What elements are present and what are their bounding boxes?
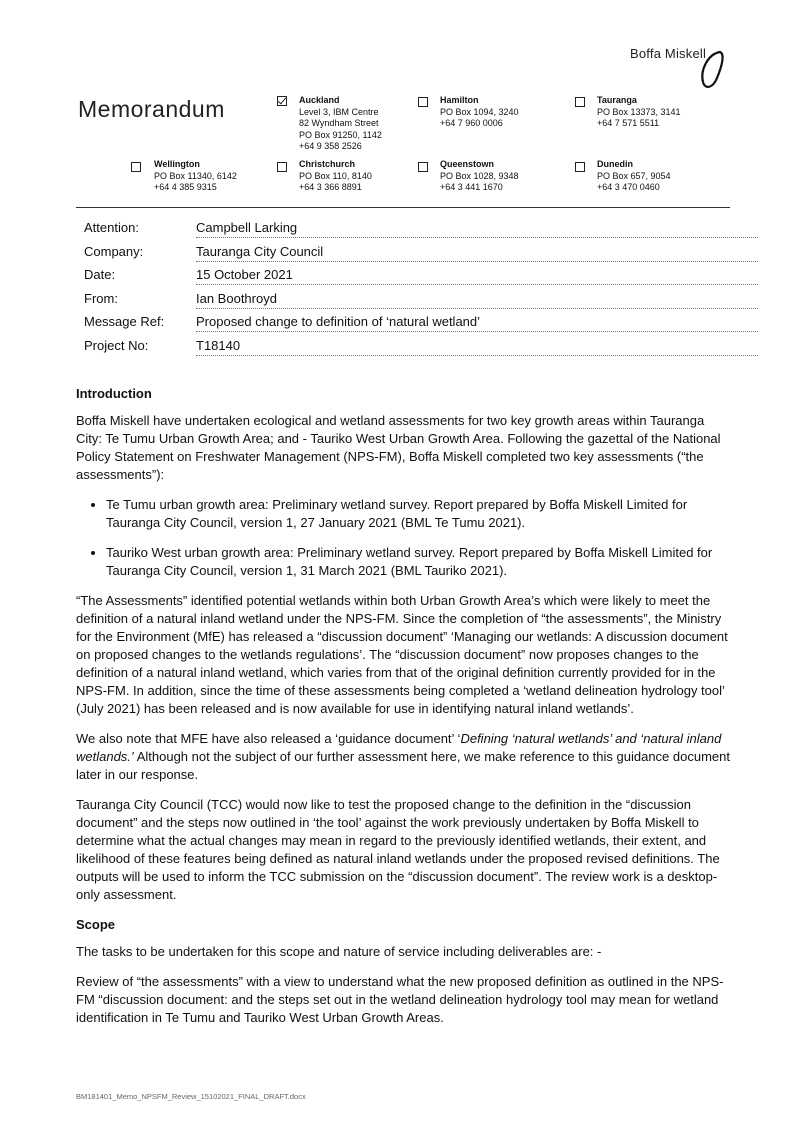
list-item: • Tauriko West urban growth area: Preliminary wetland survey. Report prepared by Boffa Miskell Limited for Tauranga City Council, version 1, 31 March 2021 (BML Tauriko 2021). — [106, 544, 732, 580]
intro-paragraph-1: Boffa Miskell have undertaken ecological and wetland assessments for two key growth areas within Tauranga City: Te Tumu Urban Growth Area; and - Tauriko West Urban Growth Area. Following the gazettal of the National Policy Statement on Freshwater Management (NPS-FM), Boffa Miskell completed two key assessments (“the assessments”): — [76, 413, 721, 482]
field-label: Project No: — [84, 337, 149, 353]
assessment-list — [76, 496, 732, 580]
memo-body — [76, 385, 732, 1039]
field-label: Company: — [84, 243, 144, 259]
office-line: +64 3 470 0460 — [597, 182, 660, 192]
office-line: PO Box 11340, 6142 — [154, 170, 237, 181]
field-value: T18140 — [196, 338, 758, 356]
office-hamilton — [440, 95, 519, 130]
field-message-ref — [84, 312, 758, 335]
office-name: Auckland — [299, 95, 340, 105]
document-filename: BM181401_Memo_NPSFM_Review_15102021_FINAL_DRAFT.docx — [76, 1092, 306, 1101]
office-name: Hamilton — [440, 95, 479, 105]
office-wellington — [154, 159, 237, 194]
office-auckland — [299, 95, 382, 153]
logo-text: Boffa Miskell — [630, 46, 707, 61]
memo-title: Memorandum — [78, 96, 225, 122]
office-line: +64 4 385 9315 — [154, 182, 217, 192]
list-item: • Te Tumu urban growth area: Preliminary wetland survey. Report prepared by Boffa Miskell Limited for Tauranga City Council, version 1, 27 January 2021 (BML Te Tumu 2021). — [106, 496, 732, 532]
office-checkbox-dunedin[interactable] — [575, 162, 585, 172]
office-line: PO Box 91250, 1142 — [299, 129, 382, 140]
scope-heading: Scope — [76, 917, 116, 932]
office-line: +64 7 960 0006 — [440, 118, 503, 128]
intro-paragraph-2: “The Assessments” identified potential wetlands within both Urban Growth Area’s which were likely to meet the definition of a natural inland wetland under the NPS-FM. Since the completion of “the assessments”, the Ministry for the Environment (MfE) has released a “discussion document” ‘Managing our wetlands: A discussion document on proposed changes to the wetlands regulations’. The “discussion document” now proposes changes to the definition of a natural inland wetland, which varies from that of the original definition currently provided for in the NPS-FM. In addition, since the time of these assessments being completed a ‘wetland delineation hydrology tool’ (July 2021) has been released and is now available for use in identifying natural inland wetlands’. — [76, 593, 728, 716]
office-checkbox-queenstown[interactable] — [418, 162, 428, 172]
introduction-heading: Introduction — [76, 386, 152, 401]
field-label: Message Ref: — [84, 314, 165, 329]
intro-paragraph-3 — [76, 730, 732, 784]
field-company — [84, 242, 758, 265]
office-checkbox-christchurch[interactable] — [277, 162, 287, 172]
office-name: Queenstown — [440, 159, 495, 169]
field-value: 15 October 2021 — [196, 267, 758, 285]
field-label: Attention: — [84, 220, 139, 235]
office-name: Dunedin — [597, 159, 633, 169]
office-dunedin — [597, 159, 671, 194]
field-date — [84, 265, 758, 288]
office-checkbox-hamilton[interactable] — [418, 97, 428, 107]
field-label: Date: — [84, 267, 116, 282]
text-run: We also note that MFE have also released a ‘guidance document’ ‘ — [76, 731, 461, 746]
office-line: 82 Wyndham Street — [299, 118, 379, 128]
office-line: +64 9 358 2526 — [299, 141, 362, 151]
header-divider — [76, 207, 730, 208]
office-line: +64 7 571 5511 — [597, 118, 660, 128]
office-checkbox-tauranga[interactable] — [575, 97, 585, 107]
field-value: Tauranga City Council — [196, 244, 758, 262]
office-tauranga — [597, 95, 681, 130]
field-attention — [84, 218, 758, 241]
field-value: Proposed change to definition of ‘natural wetland’ — [196, 314, 758, 332]
office-line: PO Box 1028, 9348 — [440, 170, 519, 181]
office-line: PO Box 110, 8140 — [299, 170, 372, 181]
guidance-document-title: Defining ‘natural wetlands’ and ‘natural inland wetlands.’ — [76, 731, 722, 764]
office-name: Tauranga — [597, 95, 637, 105]
field-value: Campbell Larking — [196, 220, 758, 238]
scope-paragraph-2: Review of “the assessments” with a view to understand what the new proposed definition as outlined in the NPS-FM “discussion document: and the steps set out in the wetland delineation hydrology tool may mean for wetland identification in Te Tumu and Tauriko West Urban Growth Areas. — [76, 974, 724, 1025]
office-queenstown — [440, 159, 519, 194]
field-label: From: — [84, 290, 118, 306]
company-logo — [630, 46, 730, 96]
office-line: +64 3 366 8891 — [299, 182, 362, 192]
intro-paragraph-4: Tauranga City Council (TCC) would now like to test the proposed change to the definition in the “discussion document” and the steps now outlined in ‘the tool’ against the work previously undertaken by Boffa Miskell to determine what the actual changes may mean in regard to the previously identified wetlands, their extent, and likelihood of these features being defined as natural inland wetlands under the proposed revised definitions. The outputs will be used to inform the TCC submission on the “discussion document”. The review work is a desktop-only assessment. — [76, 797, 720, 902]
office-name: Christchurch — [299, 159, 356, 169]
office-line: Level 3, IBM Centre — [299, 106, 379, 117]
text-run: Although not the subject of our further assessment here, we make reference to this guidance document later in our response. — [76, 749, 730, 782]
field-from — [84, 289, 758, 312]
office-line: +64 3 441 1670 — [440, 182, 503, 192]
logo-swoosh-icon — [698, 48, 728, 92]
office-line: PO Box 1094, 3240 — [440, 106, 519, 117]
office-name: Wellington — [154, 159, 200, 169]
office-line: PO Box 657, 9054 — [597, 170, 671, 181]
office-checkbox-wellington[interactable] — [131, 162, 141, 172]
office-line: PO Box 13373, 3141 — [597, 106, 681, 117]
field-project-no — [84, 336, 758, 359]
scope-paragraph-1: The tasks to be undertaken for this scope and nature of service including deliverables are: - — [76, 944, 602, 959]
office-checkbox-auckland[interactable] — [277, 96, 287, 106]
field-value: Ian Boothroyd — [196, 291, 758, 309]
office-christchurch — [299, 159, 372, 194]
